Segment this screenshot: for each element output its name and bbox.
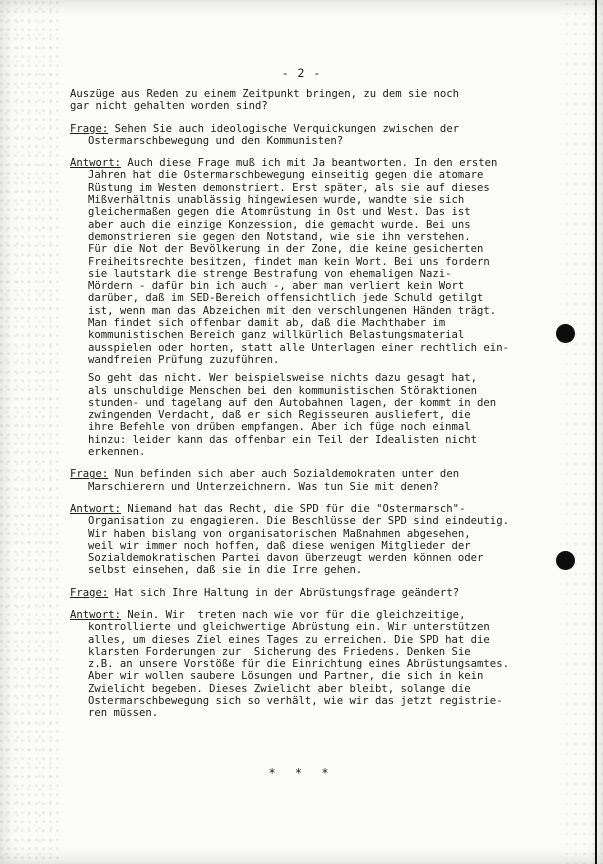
answer-3 bbox=[70, 609, 550, 720]
page-edge-line bbox=[595, 0, 597, 864]
text-line: gar nicht gehalten worden sind? bbox=[70, 100, 268, 113]
text-line: Aber wir wollen saubere Lösungen und Partner, die sich in kein bbox=[88, 670, 484, 683]
text-line: ren müssen. bbox=[88, 707, 159, 720]
question-2 bbox=[70, 468, 550, 493]
text-line: ist, wenn man das Abzeichen mit den verschlungenen Händen trägt. bbox=[88, 304, 497, 317]
page-number: - 2 - bbox=[281, 66, 322, 80]
text-line: Zwielicht begeben. Dieses Zwielicht aber bleibt, solange die bbox=[88, 682, 471, 695]
text-line: Mißverhältnis unablässig hingewiesen wurde, wandte sie sich bbox=[88, 194, 465, 207]
text-line: demonstrieren sie gegen den Notstand, wie sie ihn verstehen. bbox=[88, 230, 471, 243]
text-line: darüber, daß im SED-Bereich offensichtlich jede Schuld getilgt bbox=[88, 292, 484, 305]
text-line: Jahren hat die Ostermarschbewegung einseitig gegen die atomare bbox=[88, 169, 484, 182]
question-label: Frage: bbox=[70, 468, 109, 481]
answer-1 bbox=[70, 157, 550, 458]
text-line: ausspielen oder horten, statt alle Unterlagen einer rechtlich ein- bbox=[88, 341, 509, 354]
text-line: Sehen Sie auch ideologische Verquickungen zwischen der bbox=[108, 122, 460, 135]
answer-2 bbox=[70, 503, 550, 577]
text-line: als unschuldige Menschen bei den kommunistischen Störaktionen bbox=[88, 384, 478, 397]
text-line: Ostermarschbewegung sich so verhält, wie wir das jetzt registrie- bbox=[88, 695, 503, 708]
text-line: Organisation zu engagieren. Die Beschlüsse der SPD sind eindeutig. bbox=[88, 515, 509, 528]
text-line: Sozialdemokratischen Partei davon überzeugt werden können oder bbox=[88, 552, 484, 565]
text-line: Freiheitsrechte besitzen, findet man kein Wort. Bei uns fordern bbox=[88, 255, 490, 268]
question-1 bbox=[70, 123, 550, 148]
document-body bbox=[70, 88, 550, 730]
text-line: wandfreien Prüfung zuzuführen. bbox=[88, 353, 280, 366]
text-line: So geht das nicht. Wer beispielsweise nichts dazu gesagt hat, bbox=[88, 372, 478, 385]
text-line: Marschierern und Unterzeichnern. Was tun Sie mit denen? bbox=[88, 480, 439, 493]
text-line: Ostermarschbewegung und den Kommunisten? bbox=[88, 134, 344, 147]
text-line: aber auch die einzige Konzession, die gemacht wurde. Bei uns bbox=[88, 218, 471, 231]
text-line: sie lautstark die strenge Bestrafung von ehemaligen Nazi- bbox=[88, 267, 452, 280]
text-line: Auch diese Frage muß ich mit Ja beantworten. In den ersten bbox=[121, 157, 498, 170]
text-line: selbst einsehen, daß sie in die Irre gehen. bbox=[88, 564, 363, 577]
text-line: Mördern - dafür bin ich auch -, aber man verliert kein Wort bbox=[88, 280, 465, 293]
scan-noise-left bbox=[0, 0, 60, 864]
text-line: zwingenden Verdacht, daß er sich Regisseuren ausliefert, die bbox=[88, 409, 471, 422]
text-line: Auszüge aus Reden zu einem Zeitpunkt bringen, zu dem sie noch bbox=[70, 88, 460, 100]
text-line: z.B. an unsere Vorstöße für die Einrichtung eines Abrüstungsamtes. bbox=[88, 658, 509, 671]
intro-paragraph bbox=[70, 88, 550, 113]
question-label: Frage: bbox=[70, 122, 109, 135]
text-line: kommunistischen Bereich ganz willkürlich Belastungsmaterial bbox=[88, 329, 465, 342]
answer-label: Antwort: bbox=[70, 608, 122, 621]
text-line: Niemand hat das Recht, die SPD für die "Ostermarsch"- bbox=[121, 502, 466, 515]
question-3 bbox=[70, 587, 550, 599]
text-line: Nein. Wir treten nach wie vor für die gleichzeitige, bbox=[121, 608, 466, 621]
text-line: erkennen. bbox=[88, 446, 146, 459]
question-label: Frage: bbox=[70, 586, 109, 599]
scan-noise-right bbox=[563, 0, 603, 864]
text-line: klarsten Forderungen zur Sicherung des Friedens. Denken Sie bbox=[88, 645, 471, 658]
text-line: Hat sich Ihre Haltung in der Abrüstungsfrage geändert? bbox=[108, 586, 460, 599]
text-line: Wir haben bislang von organisatorischen Maßnahmen abgesehen, bbox=[88, 527, 471, 540]
punch-hole-upper bbox=[556, 324, 575, 343]
text-line: Nun befinden sich aber auch Sozialdemokraten unter den bbox=[108, 468, 460, 481]
punch-hole-lower bbox=[556, 551, 575, 570]
text-line: alles, um dieses Ziel eines Tages zu erreichen. Die SPD hat die bbox=[88, 633, 490, 646]
text-line: stunden- und tagelang auf den Autobahnen lagen, der kommt in den bbox=[88, 396, 497, 409]
answer-label: Antwort: bbox=[70, 502, 122, 515]
text-line: Für die Not der Bevölkerung in der Zone, die keine gesicherten bbox=[88, 243, 484, 256]
text-line: Rüstung im Westen demonstriert. Erst später, als sie auf dieses bbox=[88, 181, 490, 194]
answer-label: Antwort: bbox=[70, 157, 122, 170]
text-line: hinzu: leider kann das offenbar ein Teil der Idealisten nicht bbox=[88, 433, 478, 446]
closing-asterisks: * * * bbox=[268, 766, 335, 780]
text-line: Man findet sich offenbar damit ab, daß die Machthaber im bbox=[88, 317, 446, 330]
text-line: kontrollierte und gleichwertige Abrüstung ein. Wir unterstützen bbox=[88, 621, 490, 634]
text-line: gleichermaßen gegen die Atomrüstung in Ost und West. Das ist bbox=[88, 206, 471, 219]
text-line: weil wir immer noch hoffen, daß diese wenigen Mitglieder der bbox=[88, 539, 471, 552]
text-line: ihre Befehle von drüben empfangen. Aber ich füge noch einmal bbox=[88, 421, 471, 434]
